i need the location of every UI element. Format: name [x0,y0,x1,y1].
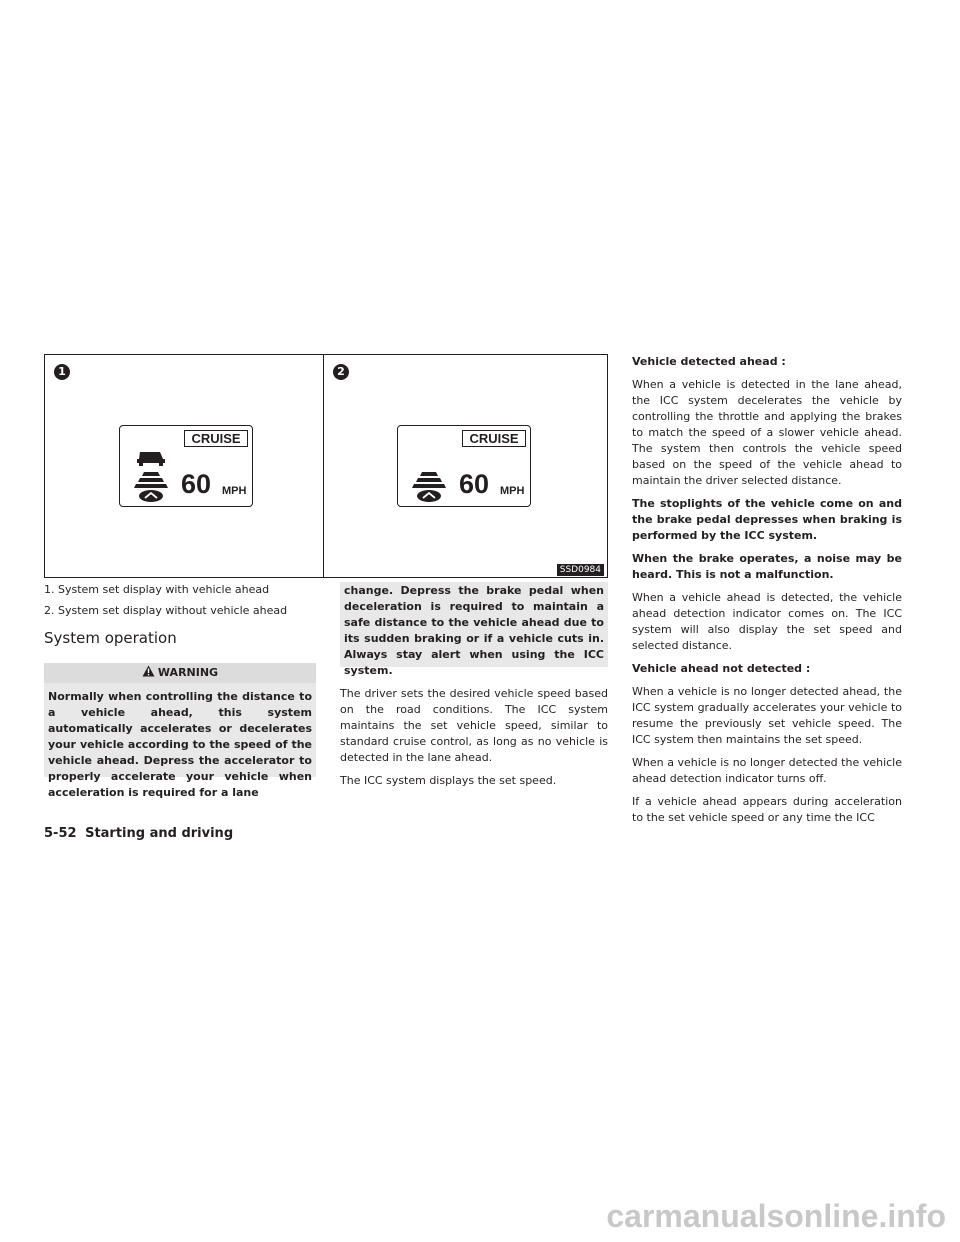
cruise-label: CRUISE [184,430,248,447]
vehicle-ahead-distance-icon [126,448,176,504]
subheading-vehicle-detected: Vehicle detected ahead : [632,355,786,368]
paragraph: When a vehicle is no longer detected ahead, the ICC system gradually accelerates your vehicle to resume the previously set vehicle speed. The ICC system then maintains the set speed. [632,685,902,746]
footer-section: Starting and driving [85,826,234,841]
page-number: 5-52 [44,826,77,841]
paragraph: The ICC system displays the set speed. [340,774,557,787]
paragraph: If a vehicle ahead appears during acceleration to the set vehicle speed or any time the ICC [632,795,902,824]
section-title: System operation [44,629,177,647]
figure-divider [323,355,324,577]
speed-unit: MPH [222,485,247,497]
set-speed-value: 60 [459,469,490,499]
paragraph-bold: When the brake operates, a noise may be heard. This is not a malfunction. [632,552,902,581]
paragraph: When a vehicle is no longer detected the vehicle ahead detection indicator turns off. [632,756,902,785]
paragraph: When a vehicle ahead is detected, the vehicle ahead detection indicator comes on. The ICC system will also display the set speed and selected distance. [632,591,902,652]
right-column [632,354,902,833]
speed-unit: MPH [500,485,525,497]
subheading-not-detected: Vehicle ahead not detected : [632,662,811,675]
set-speed-value: 60 [181,469,212,499]
warning-box [44,663,316,799]
paragraph-bold: The stoplights of the vehicle come on and the brake pedal depresses when braking is performed by the ICC system. [632,497,902,542]
warning-icon [142,665,155,677]
warning-label: WARNING [157,666,219,679]
warning-text-part1: Normally when controlling the distance to a vehicle ahead, this system automatically accelerates or decelerates your vehicle according to the speed of the vehicle ahead. Depress the accelerator to properly accelerate your vehicle when acceleration is required for a lane [44,683,316,777]
page-footer [44,826,233,841]
warning-header [44,663,316,683]
cruise-label: CRUISE [462,430,526,447]
warning-text-part2: change. Depress the brake pedal when deceleration is required to maintain a safe distance to the vehicle ahead due to its sudden braking or if a vehicle cuts in. Always stay alert when using the ICC system. [340,582,608,667]
middle-column [340,582,608,796]
figure-icc-displays [44,354,608,578]
paragraph: The driver sets the desired vehicle speed based on the road conditions. The ICC system maintains the set vehicle speed, similar to standard cruise control, as long as no vehicle is detected in the lane ahead. [340,687,608,764]
panel-2-number: 2 [333,364,349,380]
panel-1-display [119,425,253,507]
caption-1: 1. System set display with vehicle ahead [44,583,270,596]
panel-2-display [397,425,531,507]
paragraph: When a vehicle is detected in the lane ahead, the ICC system decelerates the vehicle by controlling the throttle and applying the brakes to match the speed of a slower vehicle ahead. The system then controls the vehicle speed based on the speed of the vehicle ahead to maintain the driver selected distance. [632,378,902,487]
panel-1-number: 1 [54,364,70,380]
distance-indicator-icon [404,448,454,504]
watermark: carmanualsonline.info [606,1198,946,1234]
figure-code: SSD0984 [557,564,604,576]
left-column [44,582,316,799]
caption-2: 2. System set display without vehicle ahead [44,604,288,617]
